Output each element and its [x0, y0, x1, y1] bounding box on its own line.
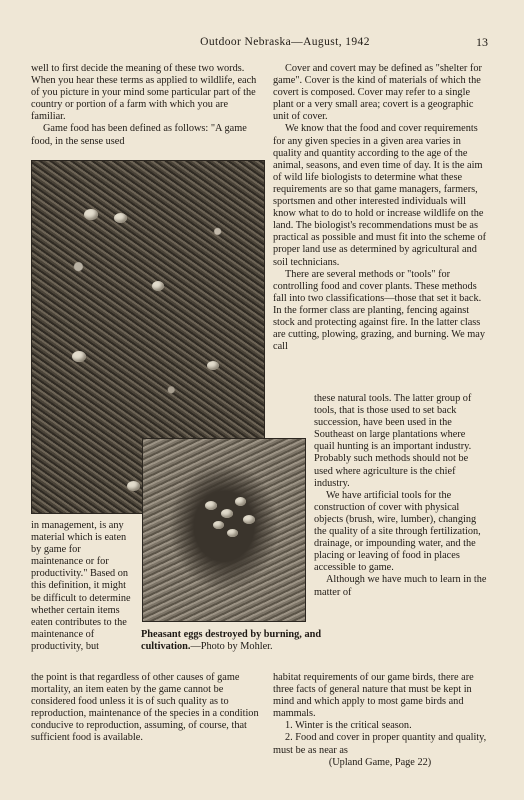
paragraph: There are several methods or "tools" for controlling food and cover plants. These methods fall into two classifications—those that set it back. In the former class are planting, fencing against stock and protecting against fire. In the latter class are cutting, plowing, grazing, and burning. We may call: [273, 268, 486, 353]
running-header: Outdoor Nebraska—August, 1942: [200, 36, 370, 48]
paragraph: Although we have much to learn in the matter of: [314, 574, 487, 598]
continued-note: (Upland Game, Page 22): [328, 756, 432, 768]
left-column-bottom: [31, 672, 263, 745]
left-column-top: [31, 63, 263, 148]
page-number: 13: [476, 35, 488, 49]
paragraph: habitat requirements of our game birds, there are three facts of general nature that must be kept in mind and which apply to most game birds and mammals.: [273, 672, 474, 720]
paragraph: Game food has been defined as follows: "A game food, in the sense used: [31, 123, 247, 147]
paragraph: We know that the food and cover requirements for any given species in a given area varies in quality and quantity according to the age of the animal, seasons, and even time of day. It is the aim of wild life biologists to determine what these requirements are so that game managers, farmers, sportsmen and other interested individuals will know what to do to hold or increase wildlife on the land. The biologist's recommendations must be as practical as possible and must fit into the scheme of proper land use as determined by agricultural and soil technicians.: [273, 123, 487, 268]
list-item: 1. Winter is the critical season.: [285, 720, 412, 732]
paragraph: the point is that regardless of other causes of game mortality, an item eaten by the game cannot be considered food unless it is of such quality as to reproduction, maintenance of the species in a condition conducive to reproduction, assuming, of course, that sufficient food is available.: [31, 672, 259, 744]
paragraph: well to first decide the meaning of these two words. When you hear these terms as applied to wildlife, each of you picture in your mind some particular part of the country or portion of a farm with which you are familiar.: [31, 63, 257, 123]
paragraph: these natural tools. The latter group of tools, that is those used to set back succession, have been used in the Southeast on large plantations where quail hunting is an important industry. Probably such methods should not be used where agriculture is the chief industry.: [314, 393, 472, 489]
right-column-top: [273, 63, 487, 353]
pheasant-eggs-photo: [142, 438, 306, 622]
photo-credit: —Photo by Mohler.: [190, 641, 273, 653]
right-column-bottom: [273, 672, 487, 769]
right-column-narrow: [314, 393, 487, 599]
caption-title: Pheasant eggs destroyed by burning, and cultivation.: [141, 629, 322, 653]
paragraph: We have artificial tools for the construction of cover with physical objects (brush, wire, lumber), changing the quality of a site through fertilization, drainage, or impounding water, and the placing or leaving of food in places accessible to game.: [314, 489, 481, 574]
left-column-narrow: [31, 520, 135, 653]
paragraph: in management, is any material which is eaten by game for maintenance or for productivity." Based on this definition, it might be difficult to determine whether certain items eaten contributes to the maintenance of productivity, but: [31, 520, 131, 652]
photo-caption: [141, 629, 346, 653]
paragraph: Cover and covert may be defined as "shelter for game". Cover is the kind of materials of which the covert is composed. Cover may refer to a single plant or a very small area; covert is a geographic unit of cover.: [273, 63, 482, 123]
list-item: 2. Food and cover in proper quantity and quality, must be as near as: [273, 732, 487, 756]
